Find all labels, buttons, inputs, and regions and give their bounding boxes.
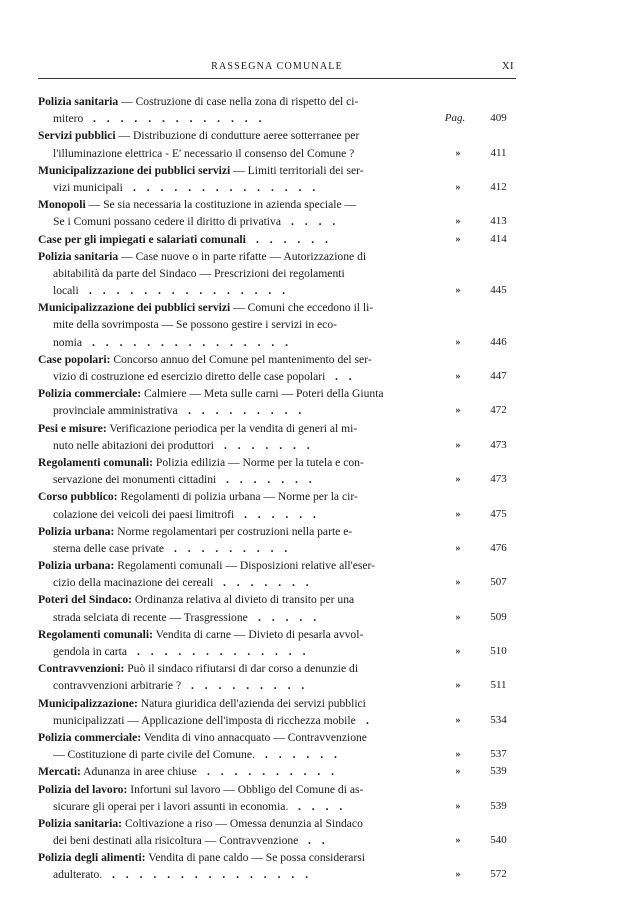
page-prefix: » [455, 680, 461, 692]
page-ref-number: 411 [490, 146, 507, 159]
page-ref-number: 539 [490, 765, 507, 778]
index-entry [38, 420, 518, 454]
leader-dots: . . . . . . . . . . . . . . . [92, 335, 289, 349]
page-prefix: » [455, 714, 461, 726]
entry-line [38, 385, 518, 402]
leader-dots: . . . . . . [265, 748, 337, 762]
entry-topic: Case popolari: [38, 352, 111, 366]
entry-text: Polizia sanitaria — Case nuove o in parte rifatte — Autorizzazione di [38, 249, 367, 263]
entry-text: nuto nelle abitazioni dei produttori [53, 438, 214, 452]
page-prefix: » [455, 800, 461, 812]
entry-line [38, 523, 518, 540]
index-entry [38, 454, 518, 488]
entry-text: Servizi pubblici — Distribuzione di condutture aeree sotterranee per [38, 129, 360, 143]
entry-line [38, 626, 518, 643]
entry-text: Case popolari: Concorso annuo del Comune pel mantenimento del ser- [38, 352, 372, 366]
entry-line [38, 248, 518, 265]
entry-line [38, 866, 518, 883]
leader-dots: . . . . . . . . . [191, 679, 305, 693]
entry-topic: Polizia urbana: [38, 559, 115, 573]
entry-line [38, 591, 518, 608]
entry-line [38, 454, 518, 471]
leader-dots: . . . . . [258, 610, 317, 624]
entry-topic: Pesi e misure: [38, 421, 107, 435]
entry-text: strada selciata di recente — Trasgressione [53, 610, 248, 624]
page-ref-number: 472 [490, 404, 507, 417]
page-ref-number: 507 [490, 576, 507, 589]
entry-topic: Mercati: [38, 765, 81, 779]
index-entry [38, 763, 518, 780]
page-prefix: » [455, 439, 461, 451]
entry-line [38, 677, 518, 694]
page-prefix: » [455, 508, 461, 520]
entry-text: Polizia commerciale: Calmiere — Meta sulle carni — Poteri della Giunta [38, 387, 384, 401]
page-ref-number: 540 [490, 834, 507, 847]
index-entry [38, 231, 518, 248]
index-entry [38, 351, 518, 385]
entry-text: dei beni destinati alla risicoltura — Contravvenzione [53, 834, 299, 848]
leader-dots: . . [308, 834, 325, 848]
page-ref-number: 511 [490, 679, 507, 692]
entry-text: Polizia del lavoro: Infortuni sul lavoro — Obbligo del Comune di as- [38, 782, 364, 796]
index-entry [38, 127, 518, 161]
entry-text: Polizia degli alimenti: Vendita di pane caldo — Se possa considerarsi [38, 851, 365, 865]
page-prefix: » [455, 405, 461, 417]
entry-text: — Costituzione di parte civile del Comune. [53, 748, 255, 762]
entry-text: sicurare gli operai per i lavori assunti in economia. [53, 799, 289, 813]
entry-line [38, 299, 518, 316]
running-header [38, 58, 516, 79]
index-entry [38, 626, 518, 660]
entry-topic: Polizia degli alimenti: [38, 851, 146, 865]
index-entry [38, 196, 518, 230]
entry-line [38, 231, 518, 248]
entry-line [38, 540, 518, 557]
leader-dots: . . . . . . . . . . . . . . [133, 180, 316, 194]
entry-line [38, 420, 518, 437]
entry-topic: Polizia commerciale: [38, 730, 142, 744]
leader-dots: . [366, 713, 369, 727]
entry-line [38, 334, 518, 351]
leader-dots: . . . . . . . [224, 438, 310, 452]
entry-topic: Municipalizzazione dei pubblici servizi [38, 163, 231, 177]
page-prefix: » [455, 285, 461, 297]
leader-dots: . . [335, 370, 352, 383]
entry-text: Corso pubblico: Regolamenti di polizia urbana — Norme per la cir- [38, 490, 358, 504]
page-ref-number: 510 [490, 645, 507, 657]
running-title: RASSEGNA COMUNALE [211, 61, 343, 72]
index-entry [38, 385, 518, 419]
page-prefix: » [455, 371, 461, 382]
entry-line [38, 471, 518, 488]
page-ref-number: 473 [490, 473, 507, 486]
entry-topic: Poteri del Sindaco: [38, 593, 133, 607]
entry-text: provinciale amministrativa [53, 404, 178, 418]
entry-line [38, 832, 518, 849]
entry-text: nomia [53, 335, 82, 349]
page-ref-number: 572 [490, 868, 507, 881]
entry-text: abitabilità da parte del Sindaco — Prescrizioni dei regolamenti [53, 266, 345, 280]
page-ref-number: 509 [490, 610, 507, 623]
page-ref-number: 475 [490, 507, 507, 520]
entry-text: Regolamenti comunali: Vendita di carne — Divieto di pesarla avvol- [38, 627, 364, 641]
entry-line [38, 316, 518, 333]
entry-line [38, 574, 518, 591]
leader-dots: . . . . . . . . . . . . . . . [112, 868, 309, 882]
page-number: XI [501, 61, 514, 72]
entry-topic: Monopoli [38, 198, 86, 212]
page-ref-number: 473 [490, 438, 507, 451]
page-ref-number: 445 [490, 284, 507, 297]
entry-text: gendola in carta [53, 645, 128, 658]
entry-text: contravvenzioni arbitrarie ? [53, 679, 182, 693]
entry-line [38, 729, 518, 746]
page-ref-number: 537 [490, 748, 507, 761]
leader-dots: . . . . . . . . . [188, 404, 302, 418]
leader-dots: . . . . . . . . . . . . . [137, 645, 306, 658]
entry-topic: Case per gli impiegati e salariati comunali [38, 232, 246, 246]
page-prefix: » [455, 233, 461, 245]
entry-text: sterna delle case private [53, 541, 165, 555]
entry-text: Pesi e misure: Verificazione periodica per la vendita di generi al mi- [38, 421, 358, 435]
page-prefix: » [455, 646, 461, 657]
entry-line [38, 763, 518, 780]
page-prefix: » [455, 474, 461, 486]
entry-text: Polizia urbana: Norme regolamentari per costruzioni nella parte e- [38, 524, 353, 538]
entry-line [38, 695, 518, 712]
entry-line [38, 660, 518, 677]
entry-line [38, 351, 518, 368]
entry-text: Poteri del Sindaco: Ordinanza relativa al divieto di transito per una [38, 593, 355, 607]
page-prefix: » [455, 336, 461, 348]
leader-dots: . . . . [298, 799, 343, 813]
page-ref-number: 534 [490, 713, 507, 726]
page-ref-number: 409 [490, 112, 507, 125]
page-prefix: » [455, 216, 461, 228]
entry-line [38, 110, 518, 127]
leader-dots: . . . . . . . . . [174, 541, 288, 555]
entry-line [38, 402, 518, 419]
entry-text: Polizia urbana: Regolamenti comunali — Disposizioni relative all'eser- [38, 559, 376, 573]
entry-topic: Regolamenti comunali: [38, 627, 153, 641]
entry-line [38, 93, 518, 110]
entry-text: Monopoli — Se sia necessaria la costituzione in azienda speciale — [38, 198, 357, 212]
entry-text: mitero [53, 112, 84, 126]
page-prefix: Pag. [444, 112, 466, 125]
index-entry [38, 695, 518, 729]
entry-line [38, 643, 518, 660]
entry-text: vizio di costruzione ed esercizio diretto delle case popolari [53, 370, 326, 383]
index-entry [38, 488, 518, 522]
page-ref-number: 413 [490, 215, 507, 228]
page-ref-number: 476 [490, 541, 507, 554]
entry-topic: Regolamenti comunali: [38, 455, 153, 469]
entry-topic: Polizia urbana: [38, 524, 115, 538]
entry-line [38, 368, 518, 385]
index-entry [38, 557, 518, 591]
leader-dots: . . . . . . . . . . . . . . . [89, 284, 286, 298]
page-prefix: » [455, 147, 461, 159]
entry-text: Se i Comuni possano cedere il diritto di privativa [53, 215, 281, 229]
entry-topic: Polizia del lavoro: [38, 782, 128, 796]
page-ref-number: 412 [490, 180, 507, 193]
entry-text: municipalizzati — Applicazione dell'imposta di ricchezza mobile [53, 713, 356, 727]
entry-topic: Corso pubblico: [38, 490, 118, 504]
leader-dots: . . . . . . . . . . . . . [93, 112, 262, 126]
entry-text: Contravvenzioni: Può il sindaco rifiutarsi di dar corso a denunzie di [38, 662, 359, 676]
entry-text: vizi municipali [53, 180, 123, 194]
index-entry [38, 660, 518, 694]
page-prefix: » [455, 749, 461, 761]
entry-topic: Polizia commerciale: [38, 387, 142, 401]
entry-line [38, 196, 518, 213]
entry-line [38, 781, 518, 798]
index-entry [38, 93, 518, 127]
entry-text: Municipalizzazione dei pubblici servizi — Limiti territoriali dei ser- [38, 163, 364, 177]
page-ref-number: 447 [490, 370, 507, 382]
index-entry [38, 248, 518, 300]
index-entry [38, 523, 518, 557]
page-ref-number: 446 [490, 335, 507, 348]
entry-line [38, 282, 518, 299]
leader-dots: . . . . . . [256, 232, 328, 246]
entry-text: Polizia sanitaria — Costruzione di case nella zona di rispetto del ci- [38, 95, 359, 108]
page-prefix: » [455, 611, 461, 623]
entry-line [38, 849, 518, 866]
page-prefix: » [455, 542, 461, 554]
entry-line [38, 746, 518, 763]
entry-line [38, 437, 518, 454]
entry-topic: Polizia sanitaria [38, 249, 119, 263]
entry-line [38, 815, 518, 832]
index-entry [38, 815, 518, 849]
entry-text: Polizia sanitaria: Coltivazione a riso — Omessa denunzia al Sindaco [38, 816, 363, 830]
entry-topic: Municipalizzazione: [38, 696, 138, 710]
page-ref-number: 539 [490, 799, 507, 812]
index-entry [38, 781, 518, 815]
entry-topic: Municipalizzazione dei pubblici servizi [38, 301, 231, 315]
leader-dots: . . . . . . . . . . [207, 765, 335, 779]
index-entry [38, 162, 518, 196]
entry-text: adulterato. [53, 868, 103, 882]
leader-dots: . . . . [291, 215, 336, 229]
entry-text: l'illuminazione elettrica - E' necessario il consenso del Comune ? [53, 146, 355, 160]
entry-line [38, 265, 518, 282]
entry-line [38, 712, 518, 729]
entry-line [38, 213, 518, 230]
entry-text [38, 233, 246, 246]
page-ref-number: 414 [490, 232, 507, 245]
entry-text: Municipalizzazione: Natura giuridica dell'azienda dei servizi pubblici [38, 696, 366, 710]
index-entry [38, 299, 518, 351]
entry-topic: Contravvenzioni: [38, 662, 125, 676]
page-prefix: » [455, 835, 461, 847]
leader-dots: . . . . . . . [226, 473, 312, 487]
entry-text: servazione dei monumenti cittadini [53, 473, 217, 487]
entry-topic: Polizia sanitaria [38, 95, 119, 108]
entry-topic: Polizia sanitaria: [38, 816, 123, 830]
entry-text: Regolamenti comunali: Polizia edilizia — Norme per la tutela e con- [38, 455, 364, 469]
entry-line [38, 162, 518, 179]
entry-line [38, 557, 518, 574]
entry-text: Municipalizzazione dei pubblici servizi — Comuni che eccedono il li- [38, 301, 374, 315]
entry-topic: Servizi pubblici [38, 129, 116, 143]
entry-text: Mercati: Adunanza in aree chiuse [38, 765, 197, 779]
page-prefix: » [455, 181, 461, 193]
page-prefix: » [455, 869, 461, 881]
index-entry [38, 729, 518, 763]
entry-line [38, 609, 518, 626]
entry-text: cizio della macinazione dei cereali [53, 576, 214, 590]
entry-line [38, 127, 518, 144]
entry-text: mite della sovrimposta — Se possono gestire i servizi in eco- [53, 318, 337, 332]
leader-dots: . . . . . . [244, 507, 316, 521]
entry-line [38, 506, 518, 523]
entry-line [38, 179, 518, 196]
entry-text: colazione dei veicoli dei paesi limitrofi [53, 507, 235, 521]
entry-line [38, 488, 518, 505]
index-entry [38, 591, 518, 625]
entry-text: locali [53, 284, 79, 298]
index-entries [38, 93, 518, 884]
page-prefix: » [455, 577, 461, 589]
index-entry [38, 849, 518, 883]
entry-line [38, 145, 518, 162]
entry-line [38, 798, 518, 815]
page-prefix: » [455, 766, 461, 778]
leader-dots: . . . . . . . [223, 576, 309, 590]
entry-text: Polizia commerciale: Vendita di vino annacquato — Contravvenzione [38, 730, 367, 744]
